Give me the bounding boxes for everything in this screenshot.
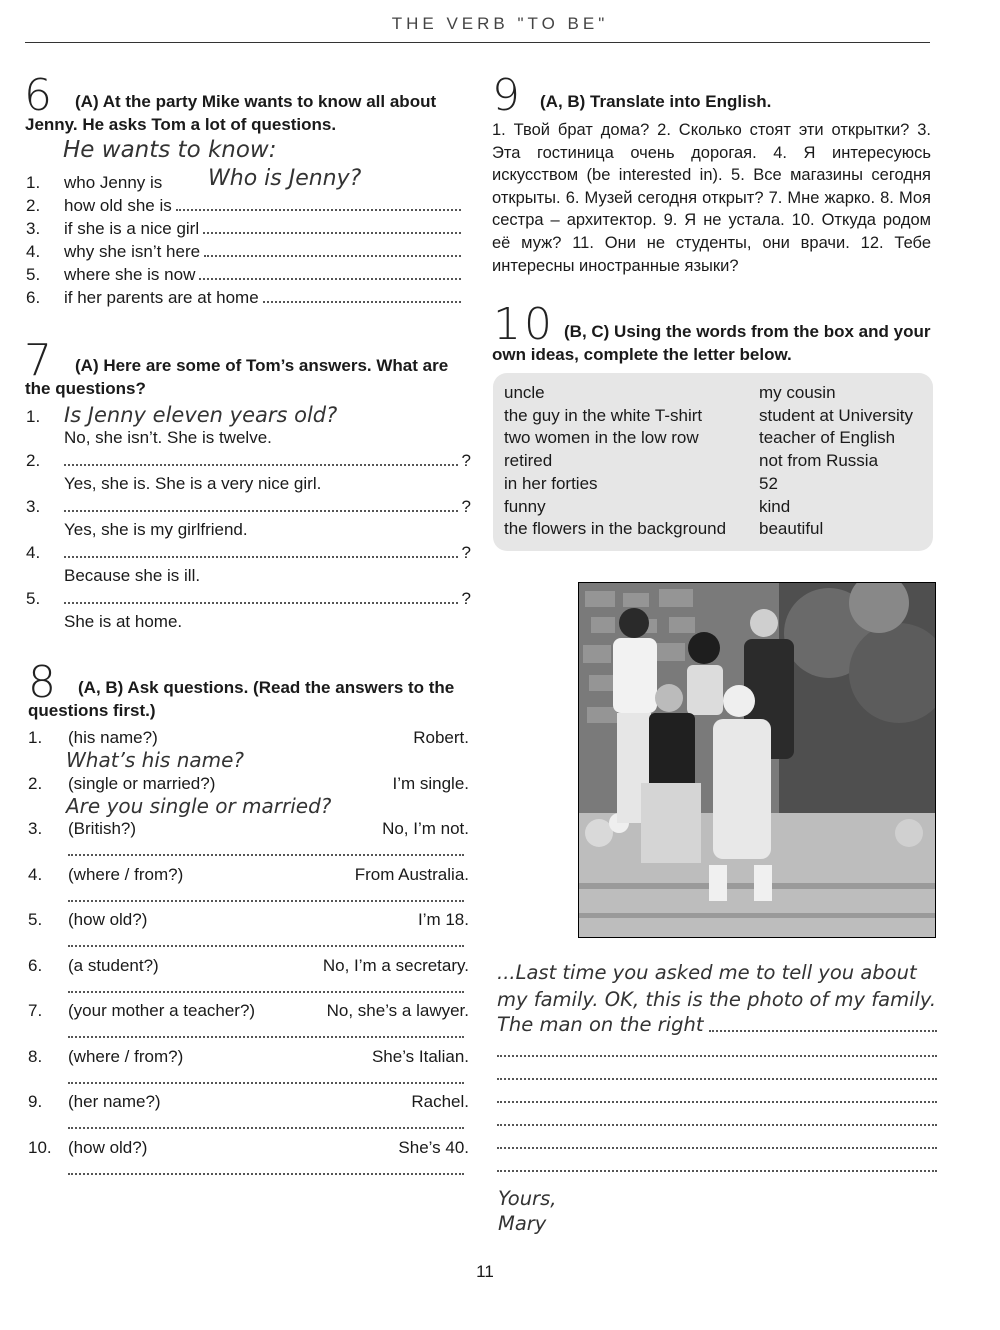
item-cue: (a student?) (68, 955, 159, 975)
list-item (28, 1000, 469, 1046)
word-box-item: kind (759, 496, 791, 516)
item-text: if her parents are at home (64, 288, 259, 307)
ex10-title: (B, C) Using the words from the box and your own ideas, complete the letter below. (492, 322, 931, 364)
question-mark: ? (461, 451, 471, 470)
answer-line[interactable] (68, 1159, 464, 1175)
item-reply: She’s Italian. (371, 1046, 469, 1066)
header-rule (25, 42, 930, 43)
question-mark: ? (461, 543, 471, 562)
item-number: 2. (26, 196, 41, 215)
word-box-item: two women in the low row (504, 428, 699, 448)
list-item (26, 195, 461, 218)
letter-first-line (497, 1013, 937, 1036)
item-number: 3. (28, 819, 43, 838)
item-cue: (where / from?) (68, 1046, 184, 1066)
word-box-item: the flowers in the background (504, 519, 727, 539)
ex10-number: 10 (493, 299, 555, 350)
word-box-item: 52 (759, 473, 778, 493)
list-item (28, 727, 469, 773)
list-item (26, 287, 461, 310)
item-number: 2. (28, 773, 43, 793)
item-number: 8. (28, 1046, 43, 1066)
item-number: 1. (26, 173, 41, 192)
ex8-list (28, 727, 469, 1182)
answer-line[interactable] (176, 195, 461, 211)
letter-line[interactable] (709, 1016, 937, 1032)
ex6-number: 6 (24, 70, 52, 121)
ex6-title: (A) At the party Mike wants to know all about Jenny. He asks Tom a lot of questions. (25, 92, 437, 134)
item-cue: (her name?) (68, 1092, 161, 1111)
item-number: 1. (26, 407, 41, 426)
answer-line[interactable] (263, 287, 461, 303)
handwritten-answer: Who is Jenny? (208, 166, 362, 191)
item-cue: (your mother a teacher?) (68, 1001, 256, 1020)
given-answer: No, she isn’t. She is twelve. (64, 428, 272, 447)
ex6-list (26, 166, 461, 310)
given-answer: Yes, she is my girlfriend. (64, 520, 248, 539)
word-box-item: uncle (504, 383, 545, 402)
item-cue: (where / from?) (68, 864, 184, 884)
page-header: THE VERB "TO BE" (391, 14, 609, 33)
list-item (26, 264, 461, 287)
item-text: how old she is (64, 196, 172, 215)
ex6-subtitle: He wants to know: (63, 137, 277, 163)
item-reply: No, she’s a lawyer. (326, 1001, 469, 1020)
item-cue: (his name?) (68, 728, 158, 747)
item-number: 1. (28, 728, 43, 747)
item-number: 10. (28, 1137, 52, 1157)
list-item (26, 450, 471, 473)
ex7-number: 7 (24, 335, 52, 386)
answer-line[interactable] (68, 977, 464, 993)
answer-line[interactable] (68, 1022, 464, 1038)
letter-closing: Yours, (498, 1187, 557, 1210)
answer-line[interactable] (204, 241, 461, 257)
item-number: 5. (26, 589, 41, 608)
item-number: 3. (26, 219, 41, 238)
item-number: 2. (26, 451, 41, 470)
page-number: 11 (476, 1262, 494, 1281)
item-number: 3. (26, 497, 41, 516)
question-line[interactable] (64, 542, 458, 558)
word-box (493, 373, 933, 551)
item-text: why she isn’t here (64, 242, 201, 261)
ex8-number: 8 (28, 657, 56, 708)
ex7-list (26, 404, 471, 634)
item-reply: No, I’m not. (382, 819, 469, 838)
list-item (28, 1046, 469, 1092)
given-answer: Because she is ill. (64, 566, 201, 585)
item-reply: I’m 18. (417, 910, 469, 929)
item-cue: (British?) (68, 819, 137, 838)
answer-line[interactable] (203, 218, 461, 234)
item-reply: Rachel. (411, 1092, 469, 1111)
question-line[interactable] (64, 496, 458, 512)
list-item (28, 818, 469, 864)
letter-line[interactable] (497, 1137, 937, 1149)
list-item (28, 1091, 469, 1137)
ex9-title: (A, B) Translate into English. (540, 92, 772, 111)
letter-intro: ...Last time you asked me to tell you about my family. OK, this is the photo of my family. (497, 961, 937, 1011)
list-item (26, 218, 461, 241)
family-photo-illustration (579, 583, 935, 937)
word-box-item: funny (504, 496, 546, 516)
letter-line[interactable] (497, 1068, 937, 1080)
question-mark: ? (461, 497, 471, 516)
item-number: 6. (28, 955, 43, 975)
item-number: 4. (28, 864, 43, 884)
family-photo (578, 582, 936, 938)
item-number: 4. (26, 543, 41, 562)
word-box-item: beautiful (759, 519, 824, 539)
answer-line[interactable] (68, 1113, 464, 1129)
question-line[interactable] (64, 588, 458, 604)
handwritten-question: Is Jenny eleven years old? (64, 403, 338, 427)
list-item (28, 909, 469, 955)
item-text: where she is now (64, 265, 196, 284)
list-item (28, 773, 469, 819)
word-box-item: my cousin (759, 383, 836, 402)
letter-line[interactable] (497, 1045, 937, 1057)
item-number: 7. (28, 1001, 43, 1020)
list-item (26, 542, 471, 565)
letter-line[interactable] (497, 1114, 937, 1126)
answer-line[interactable] (68, 840, 464, 856)
word-box-item: student at University (759, 405, 914, 425)
item-reply: Robert. (413, 728, 469, 747)
item-cue: (how old?) (68, 910, 148, 929)
word-box-item: not from Russia (759, 451, 879, 471)
handwritten-question: What’s his name? (66, 748, 245, 772)
list-item (26, 241, 461, 264)
item-reply: She’s 40. (398, 1137, 469, 1157)
list-item (28, 955, 469, 1001)
word-box-item: retired (504, 451, 553, 471)
ex9-text: 1. Твой брат дома? 2. Сколько стоят эти открытки? 3. Эта гостиница очень дорогая. 4. Я интересуюсь искусством (be interested in). 5. Все магазины сегодня открыты. 6. Музей сегодня открыт? 7. Мне жарко. 8. Моя сестра – архитектор. 9. Я не устала. 10. Откуда родом её муж? 11. Они не студенты, они врачи. 12. Тебе интересны иностранные языки? (492, 121, 931, 275)
ex7-title: (A) Here are some of Tom’s answers. What are the questions? (25, 356, 449, 398)
list-item (28, 1137, 469, 1183)
answer-line[interactable] (68, 1068, 464, 1084)
word-box-right-column (759, 382, 913, 541)
ex9-number: 9 (492, 70, 520, 121)
letter-signature: Mary (498, 1212, 547, 1235)
item-number: 4. (26, 242, 41, 261)
item-number: 6. (26, 288, 41, 307)
item-reply: No, I’m a secretary. (322, 955, 469, 975)
list-item (26, 496, 471, 519)
item-reply: From Australia. (354, 864, 469, 884)
letter-start: The man on the right (497, 1013, 704, 1036)
word-box-item: teacher of English (759, 428, 896, 448)
word-box-item: in her forties (504, 473, 598, 493)
letter-line[interactable] (497, 1091, 937, 1103)
item-cue: (single or married?) (68, 773, 216, 793)
given-answer: Yes, she is. She is a very nice girl. (64, 474, 322, 493)
list-item (26, 166, 461, 195)
item-reply: I’m single. (392, 773, 469, 793)
question-mark: ? (461, 589, 471, 608)
word-box-item: the guy in the white T-shirt (504, 405, 703, 425)
ex8-title: (A, B) Ask questions. (Read the answers to the questions first.) (28, 678, 455, 720)
word-box-left-column (504, 382, 726, 541)
given-answer: She is at home. (64, 612, 183, 631)
answer-line[interactable] (68, 886, 464, 902)
answer-line[interactable] (68, 931, 464, 947)
item-text: if she is a nice girl (64, 219, 200, 238)
item-number: 5. (28, 910, 43, 929)
item-text: who Jenny is (64, 173, 163, 192)
handwritten-question: Are you single or married? (66, 793, 332, 818)
question-line[interactable] (64, 450, 458, 466)
answer-line[interactable] (199, 264, 461, 280)
letter-line[interactable] (497, 1160, 937, 1172)
item-number: 5. (26, 265, 41, 284)
list-item (28, 864, 469, 910)
item-cue: (how old?) (68, 1137, 148, 1157)
item-number: 9. (28, 1092, 43, 1111)
list-item (26, 588, 471, 611)
list-item (26, 404, 471, 427)
